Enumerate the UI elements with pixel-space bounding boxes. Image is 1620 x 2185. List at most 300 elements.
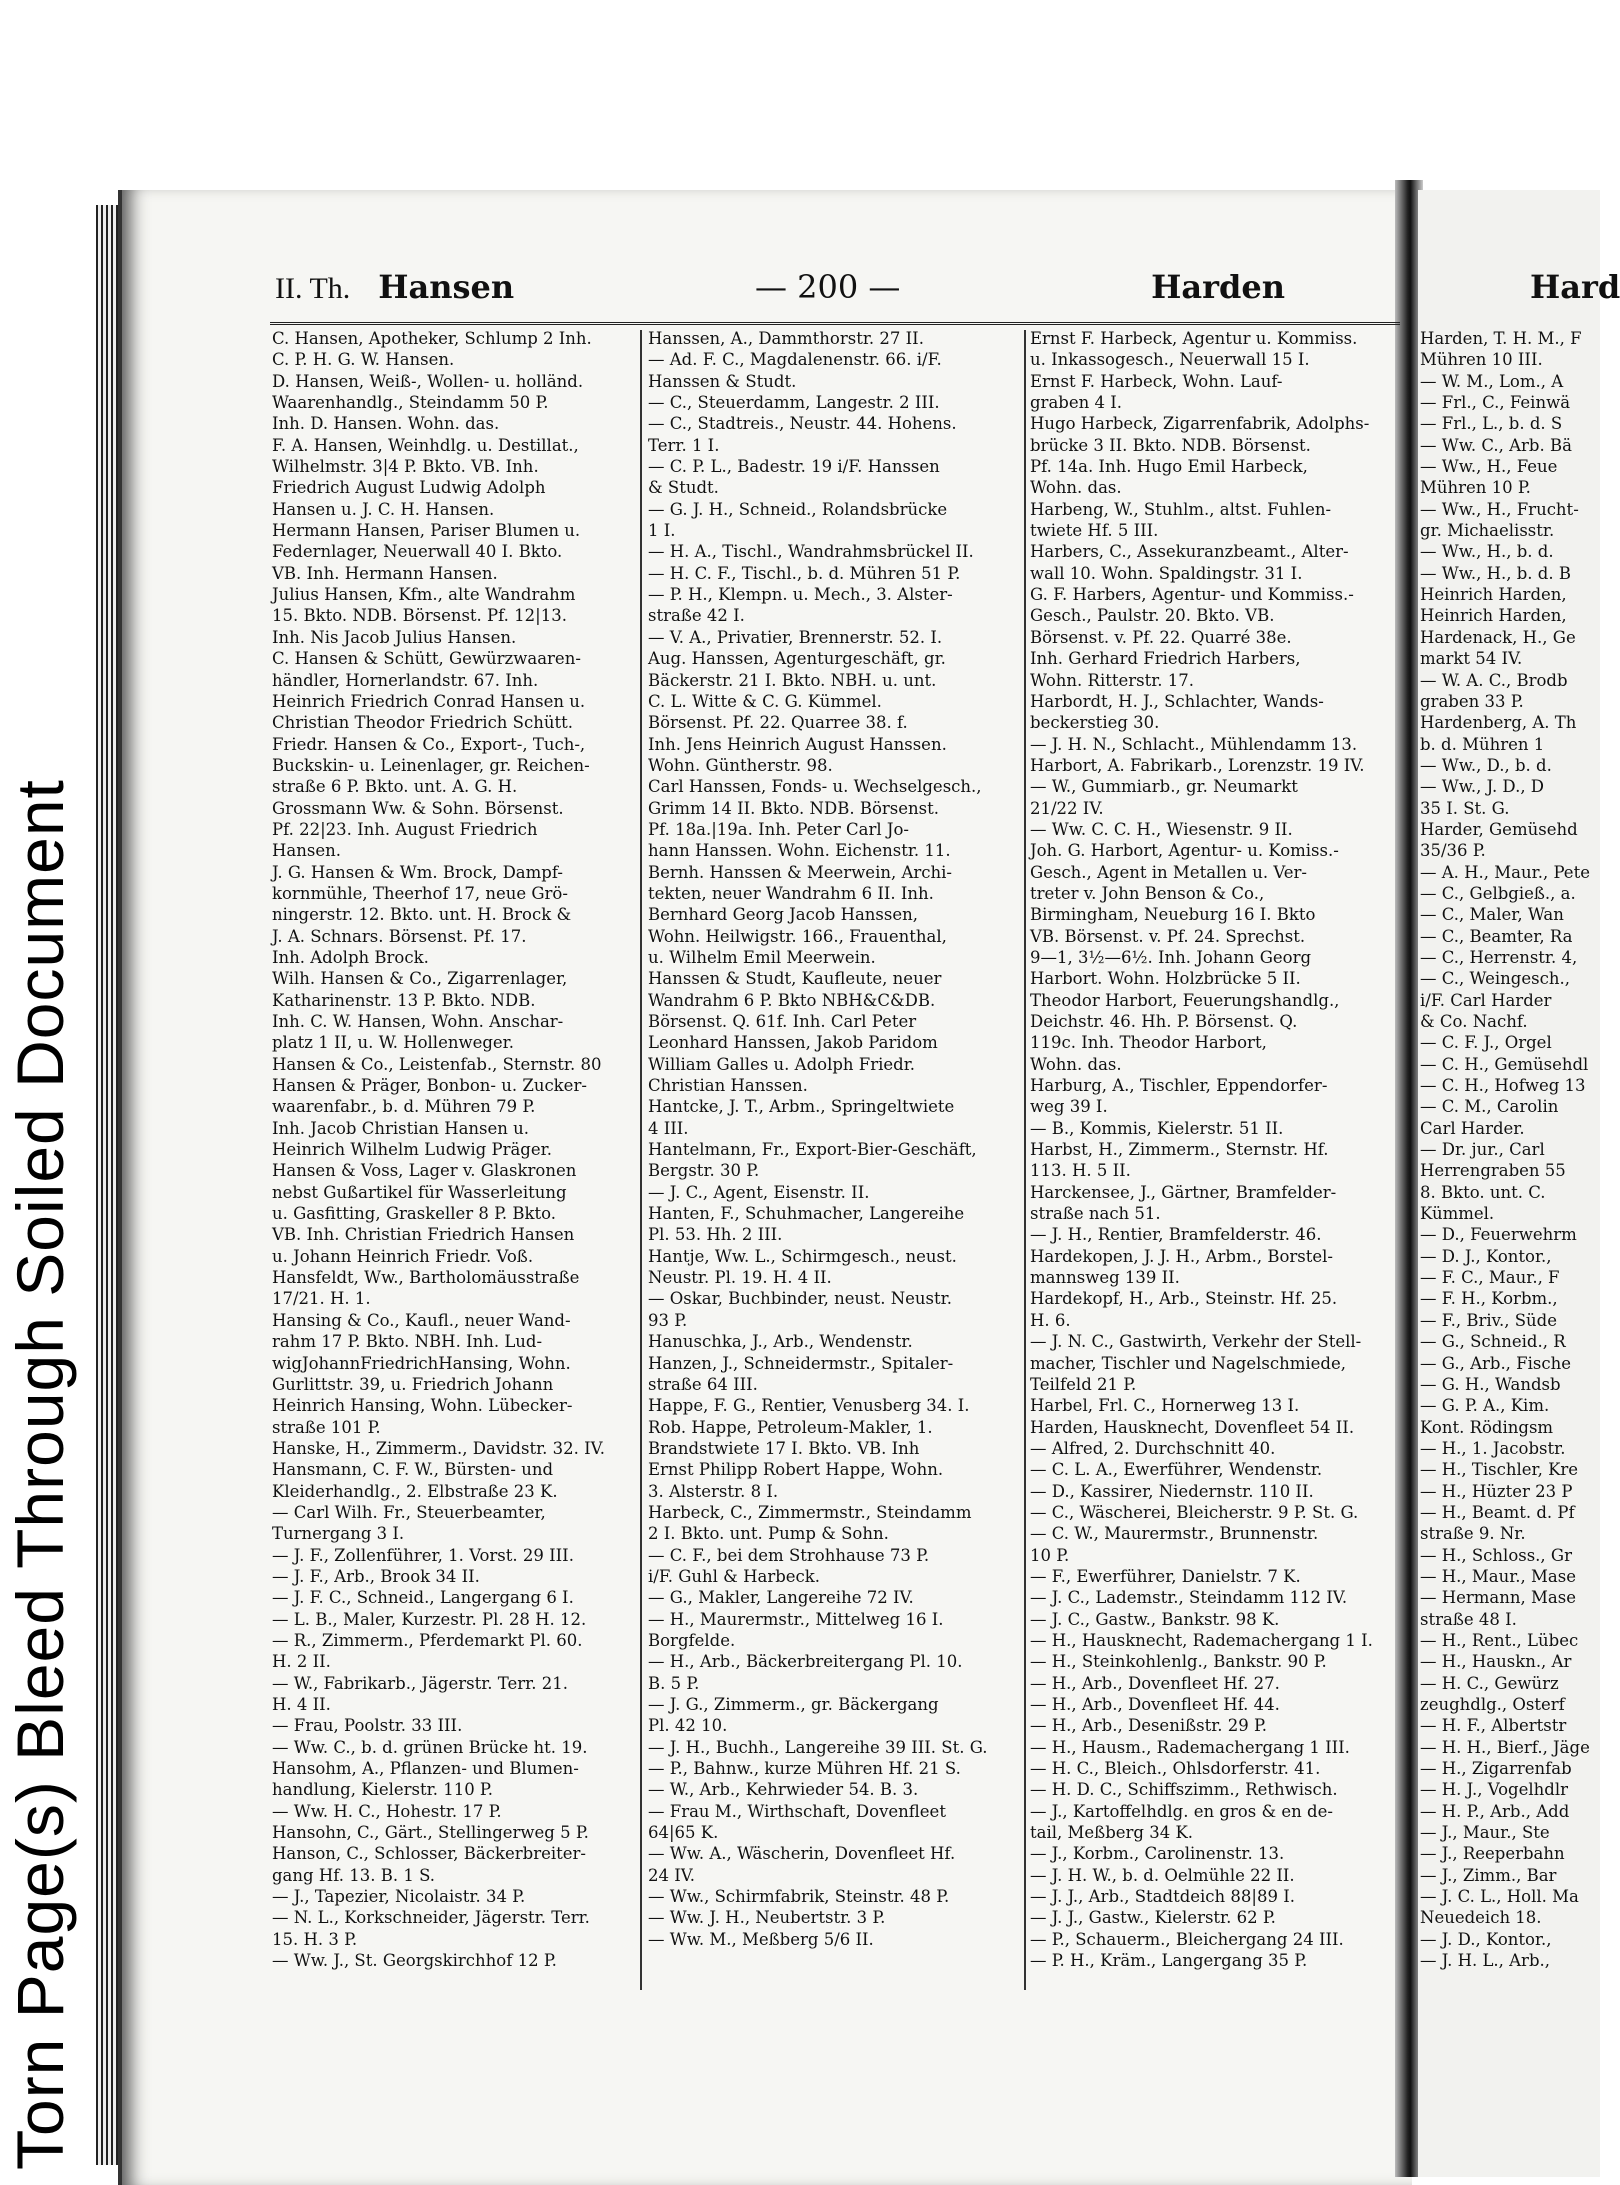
header-left-name: Hansen [378, 268, 515, 306]
directory-line: — Ww. J. H., Neubertstr. 3 P. [648, 1908, 886, 1928]
directory-line: mannsweg 139 II. [1030, 1268, 1180, 1288]
directory-line: 113. H. 5 II. [1030, 1161, 1131, 1181]
directory-line: — H., Rent., Lübec [1420, 1630, 1579, 1650]
directory-line: 17/21. H. 1. [272, 1289, 371, 1309]
directory-line: kornmühle, Theerhof 17, neue Grö- [272, 883, 568, 903]
directory-line: Harden, Hausknecht, Dovenfleet 54 II. [1030, 1417, 1355, 1437]
directory-line: Happe, F. G., Rentier, Venusberg 34. I. [648, 1396, 970, 1416]
directory-line: 93 P. [648, 1310, 688, 1330]
directory-line: nebst Gußartikel für Wasserleitung [272, 1182, 567, 1202]
directory-line: — J. H., Buchh., Langereihe 39 III. St. G. [648, 1737, 988, 1757]
directory-line: Hanten, F., Schuhmacher, Langereihe [648, 1204, 965, 1224]
directory-line: i/F. Carl Harder [1420, 990, 1552, 1010]
directory-line: wall 10. Wohn. Spaldingstr. 31 I. [1030, 563, 1303, 583]
directory-line: — Alfred, 2. Durchschnitt 40. [1030, 1438, 1276, 1458]
directory-line: Hardekopen, J. J. H., Arbm., Borstel- [1030, 1246, 1333, 1266]
directory-line: Mühren 10 III. [1420, 350, 1543, 370]
directory-line: straße 64 III. [648, 1374, 758, 1394]
directory-line: Inh. Adolph Brock. [272, 947, 429, 967]
directory-line: Wohn. das. [1030, 1054, 1122, 1074]
directory-line: Ernst F. Harbeck, Wohn. Lauf- [1030, 371, 1283, 391]
directory-line: — C. M., Carolin [1420, 1097, 1559, 1117]
directory-line: — G. H., Wandsb [1420, 1374, 1561, 1394]
filming-notice-stamp [0, 0, 77, 2177]
directory-line: — J., Tapezier, Nicolaistr. 34 P. [272, 1887, 526, 1907]
directory-line: — L. B., Maler, Kurzestr. Pl. 28 H. 12. [272, 1609, 587, 1629]
header-rule [270, 322, 1400, 325]
directory-line: Neustr. Pl. 19. H. 4 II. [648, 1268, 832, 1288]
directory-line: Birmingham, Neueburg 16 I. Bkto [1030, 905, 1316, 925]
directory-line: — Ww. C. C. H., Wiesenstr. 9 II. [1030, 819, 1293, 839]
directory-line: Kont. Rödingsm [1420, 1417, 1554, 1437]
directory-line: Hanssen & Studt. [648, 371, 797, 391]
directory-line: — J. F. C., Schneid., Langergang 6 I. [272, 1588, 574, 1608]
directory-line: Inh. Jens Heinrich August Hanssen. [648, 734, 947, 754]
directory-line: — J. H., Rentier, Bramfelderstr. 46. [1030, 1225, 1322, 1245]
directory-line: Hansen u. J. C. H. Hansen. [272, 499, 495, 519]
directory-line: G. F. Harbers, Agentur- und Kommiss.- [1030, 585, 1354, 605]
directory-line: ningerstr. 12. Bkto. unt. H. Brock & [272, 905, 572, 925]
directory-line: — B., Kommis, Kielerstr. 51 II. [1030, 1118, 1284, 1138]
directory-line: Hanson, C., Schlosser, Bäckerbreiter- [272, 1844, 586, 1864]
directory-line: Hardenack, H., Ge [1420, 627, 1576, 647]
directory-line: — D., Kassirer, Niedernstr. 110 II. [1030, 1481, 1314, 1501]
directory-line: — Carl Wilh. Fr., Steuerbeamter, [272, 1502, 546, 1522]
directory-line: Hanssen & Studt, Kaufleute, neuer [648, 969, 942, 989]
directory-line: graben 4 I. [1030, 393, 1122, 413]
directory-line: — H., Hauskn., Ar [1420, 1652, 1572, 1672]
directory-line: — H., Hausm., Rademachergang 1 III. [1030, 1737, 1350, 1757]
directory-line: — R., Zimmerm., Pferdemarkt Pl. 60. [272, 1630, 583, 1650]
directory-line: Heinrich Harden, [1420, 606, 1567, 626]
directory-line: — D., Feuerwehrm [1420, 1225, 1577, 1245]
directory-line: — H. H., Bierf., Jäge [1420, 1737, 1590, 1757]
directory-line: Börsenst. Pf. 22. Quarree 38. f. [648, 713, 908, 733]
directory-line: Kümmel. [1420, 1204, 1495, 1224]
directory-line: — C. H., Gemüsehdl [1420, 1054, 1589, 1074]
directory-line: Heinrich Wilhelm Ludwig Präger. [272, 1140, 552, 1160]
directory-line: Gesch., Paulstr. 20. Bkto. VB. [1030, 606, 1275, 626]
directory-line: Harder, Gemüsehd [1420, 819, 1578, 839]
directory-line: — C. F. J., Orgel [1420, 1033, 1552, 1053]
directory-line: — Ww., H., Feue [1420, 457, 1558, 477]
directory-line: Hanuschka, J., Arb., Wendenstr. [648, 1332, 913, 1352]
directory-line: — C., Wäscherei, Bleicherstr. 9 P. St. G. [1030, 1502, 1359, 1522]
directory-line: — C., Stadtreis., Neustr. 44. Hohens. [648, 414, 957, 434]
directory-line: markt 54 IV. [1420, 649, 1523, 669]
directory-line: Hansen & Voss, Lager v. Glaskronen [272, 1161, 577, 1181]
directory-line: Harbers, C., Assekuranzbeamt., Alter- [1030, 542, 1349, 562]
directory-line: B. 5 P. [648, 1673, 700, 1693]
directory-line: Ernst Philipp Robert Happe, Wohn. [648, 1460, 944, 1480]
directory-line: — W. M., Lom., A [1420, 371, 1564, 391]
directory-line: — J. C., Gastw., Bankstr. 98 K. [1030, 1609, 1280, 1629]
directory-line: Theodor Harbort, Feuerungshandlg., [1030, 990, 1340, 1010]
directory-line: Wilhelmstr. 3|4 P. Bkto. VB. Inh. [272, 457, 539, 477]
directory-line: 8. Bkto. unt. C. [1420, 1182, 1546, 1202]
directory-line: Pf. 22|23. Inh. August Friedrich [272, 819, 538, 839]
directory-line: — C., Herrenstr. 4, [1420, 947, 1578, 967]
directory-line: waarenfabr., b. d. Mühren 79 P. [272, 1097, 536, 1117]
directory-line: Börsenst. v. Pf. 22. Quarré 38e. [1030, 627, 1292, 647]
directory-line: Harburg, A., Tischler, Eppendorfer- [1030, 1076, 1328, 1096]
directory-line: Deichstr. 46. Hh. P. Börsenst. Q. [1030, 1012, 1298, 1031]
directory-line: & Studt. [648, 478, 719, 498]
directory-line: Heinrich Hansing, Wohn. Lübecker- [272, 1396, 573, 1416]
directory-line: — H. D. C., Schiffszimm., Rethwisch. [1030, 1780, 1338, 1800]
directory-line: brücke 3 II. Bkto. NDB. Börsenst. [1030, 435, 1311, 455]
directory-line: — W., Arb., Kehrwieder 54. B. 3. [648, 1780, 919, 1800]
directory-line: Turnergang 3 I. [272, 1524, 405, 1544]
filming-notice-text: Torn Page(s) Bleed Through Soiled Document [3, 779, 77, 2170]
directory-line: Aug. Hanssen, Agenturgeschäft, gr. [648, 649, 946, 669]
directory-line: tail, Meßberg 34 K. [1030, 1823, 1194, 1843]
header-volume [275, 268, 514, 306]
directory-line: — H., Tischler, Kre [1420, 1460, 1579, 1480]
directory-line: J. G. Hansen & Wm. Brock, Dampf- [272, 862, 563, 882]
directory-line: straße 48 I. [1420, 1609, 1517, 1629]
directory-line: — C. L. A., Ewerführer, Wendenstr. [1030, 1460, 1323, 1480]
directory-line: Harbst, H., Zimmerm., Sternstr. Hf. [1030, 1140, 1329, 1160]
directory-line: H. 4 II. [272, 1695, 331, 1714]
directory-line: 15. H. 3 P. [272, 1929, 358, 1949]
directory-line: — C. H., Hofweg 13 [1420, 1076, 1586, 1096]
directory-line: Christian Theodor Friedrich Schütt. [272, 713, 573, 733]
directory-line: Joh. G. Harbort, Agentur- u. Komiss.- [1030, 841, 1339, 861]
directory-line: 24 IV. [648, 1865, 696, 1885]
directory-line: Pf. 18a.|19a. Inh. Peter Carl Jo- [648, 819, 909, 839]
directory-line: Harbeck, C., Zimmermstr., Steindamm [648, 1502, 972, 1522]
directory-line: Hanske, H., Zimmerm., Davidstr. 32. IV. [272, 1438, 605, 1458]
directory-line: — Ww., H., b. d. [1420, 542, 1554, 562]
directory-line: Inh. Jacob Christian Hansen u. [272, 1118, 530, 1138]
directory-line: straße 42 I. [648, 606, 745, 626]
directory-line: Hanzen, J., Schneidermstr., Spitaler- [648, 1353, 954, 1373]
directory-line: — J. J., Arb., Stadtdeich 88|89 I. [1030, 1887, 1295, 1907]
directory-line: — J., Korbm., Carolinenstr. 13. [1030, 1844, 1285, 1864]
directory-line: — Ww. J., St. Georgskirchhof 12 P. [272, 1951, 557, 1971]
directory-line: — H., Steinkohlenlg., Bankstr. 90 P. [1030, 1652, 1327, 1672]
directory-line: — G. P. A., Kim. [1420, 1396, 1550, 1416]
directory-line: i/F. Guhl & Harbeck. [648, 1566, 821, 1586]
directory-line: Harbeng, W., Stuhlm., altst. Fuhlen- [1030, 499, 1332, 519]
directory-line: Carl Hanssen, Fonds- u. Wechselgesch., [648, 777, 982, 797]
directory-line: Hermann Hansen, Pariser Blumen u. [272, 521, 581, 541]
directory-line: — H. C. F., Tischl., b. d. Mühren 51 P. [648, 563, 961, 583]
directory-line: — Ww. H. C., Hohestr. 17 P. [272, 1801, 502, 1821]
directory-line: Pl. 42 10. [648, 1716, 728, 1736]
directory-line: — J. J., Gastw., Kielerstr. 62 P. [1030, 1908, 1276, 1928]
directory-line: 2 I. Bkto. unt. Pump & Sohn. [648, 1524, 889, 1544]
directory-line: Waarenhandlg., Steindamm 50 P. [272, 393, 549, 413]
directory-line: — J. N. C., Gastwirth, Verkehr der Stell- [1030, 1332, 1362, 1352]
column-divider-2 [1024, 330, 1026, 1990]
directory-line: platz 1 II, u. W. Hollenweger. [272, 1033, 514, 1053]
directory-line: Hantelmann, Fr., Export-Bier-Geschäft, [648, 1140, 977, 1160]
directory-line: Brandstwiete 17 I. Bkto. VB. Inh [648, 1438, 920, 1458]
directory-line: — H., Arb., Dovenfleet Hf. 44. [1030, 1695, 1280, 1714]
directory-line: — J. D., Kontor., [1420, 1929, 1552, 1949]
directory-line: — C., Steuerdamm, Langestr. 2 III. [648, 393, 940, 413]
directory-line: C. L. Witte & C. G. Kümmel. [648, 691, 882, 711]
next-page-header: Hard [1530, 268, 1620, 306]
directory-line: Heinrich Harden, [1420, 585, 1567, 605]
directory-line: straße 9. Nr. [1420, 1524, 1526, 1544]
directory-line: — H. C., Gewürz [1420, 1673, 1559, 1693]
directory-line: Federnlager, Neuerwall 40 I. Bkto. [272, 542, 563, 562]
directory-line: Harbordt, H. J., Schlachter, Wands- [1030, 691, 1324, 711]
directory-line: — Ww. C., Arb. Bä [1420, 435, 1572, 455]
directory-line: — H. C., Bleich., Ohlsdorferstr. 41. [1030, 1759, 1321, 1779]
directory-line: — Frau, Poolstr. 33 III. [272, 1716, 463, 1736]
directory-line: — Ww. C., b. d. grünen Brücke ht. 19. [272, 1737, 588, 1757]
directory-line: macher, Tischler und Nagelschmiede, [1030, 1353, 1347, 1373]
directory-line: Carl Harder. [1420, 1118, 1525, 1138]
directory-line: VB. Inh. Christian Friedrich Hansen [272, 1225, 575, 1245]
directory-line: Neuedeich 18. [1420, 1908, 1542, 1928]
directory-line: — Frau M., Wirthschaft, Dovenfleet [648, 1801, 946, 1821]
directory-line: — J. C. L., Holl. Ma [1420, 1887, 1579, 1907]
directory-line: Buckskin- u. Leinenlager, gr. Reichen- [272, 755, 590, 775]
directory-line: — C. P. L., Badestr. 19 i/F. Hanssen [648, 457, 940, 477]
directory-line: treter v. John Benson & Co., [1030, 883, 1265, 903]
directory-line: gr. Michaelisstr. [1420, 521, 1555, 541]
directory-line: Friedr. Hansen & Co., Export-, Tuch-, [272, 734, 586, 754]
directory-line: gang Hf. 13. B. 1 S. [272, 1865, 436, 1885]
directory-line: — D. J., Kontor., [1420, 1246, 1552, 1266]
directory-line: Heinrich Friedrich Conrad Hansen u. [272, 691, 586, 711]
directory-line: Gesch., Agent in Metallen u. Ver- [1030, 862, 1307, 882]
directory-line: Harbort. Wohn. Holzbrücke 5 II. [1030, 969, 1301, 989]
directory-line: Christian Hanssen. [648, 1076, 808, 1096]
directory-line: Hansen & Co., Leistenfab., Sternstr. 80 [272, 1054, 602, 1074]
directory-line: F. A. Hansen, Weinhdlg. u. Destillat., [272, 435, 579, 455]
directory-line: b. d. Mühren 1 [1420, 734, 1545, 754]
directory-line: Pl. 53. Hh. 2 III. [648, 1225, 783, 1245]
directory-line: twiete Hf. 5 III. [1030, 521, 1159, 541]
directory-line: — J., Reeperbahn [1420, 1844, 1565, 1864]
directory-line: C. P. H. G. W. Hansen. [272, 350, 455, 370]
directory-line: Harbort, A. Fabrikarb., Lorenzstr. 19 IV. [1030, 755, 1365, 775]
directory-line: — Ad. F. C., Magdalenenstr. 66. i/F. [648, 350, 942, 370]
directory-line: Harckensee, J., Gärtner, Bramfelder- [1030, 1182, 1337, 1202]
directory-line: — J. F., Arb., Brook 34 II. [272, 1566, 480, 1586]
directory-line: 1 I. [648, 521, 676, 541]
directory-line: — Ww., H., Frucht- [1420, 499, 1579, 519]
directory-line: — Hermann, Mase [1420, 1588, 1576, 1608]
directory-line: Bernh. Hanssen & Meerwein, Archi- [648, 862, 952, 882]
directory-line: — F., Ewerführer, Danielstr. 7 K. [1030, 1566, 1301, 1586]
directory-line: 3. Alsterstr. 8 I. [648, 1481, 779, 1501]
directory-line: — J. C., Lademstr., Steindamm 112 IV. [1030, 1588, 1348, 1608]
directory-line: — H., Arb., Bäckerbreitergang Pl. 10. [648, 1652, 963, 1672]
directory-line: Wohn. Güntherstr. 98. [648, 755, 833, 775]
directory-line: — Ww. A., Wäscherin, Dovenfleet Hf. [648, 1844, 956, 1864]
directory-line: straße 6 P. Bkto. unt. A. G. H. [272, 777, 518, 797]
directory-line: Hansfeldt, Ww., Bartholomäusstraße [272, 1268, 580, 1288]
directory-line: u. Inkassogesch., Neuerwall 15 I. [1030, 350, 1310, 370]
directory-line: Inh. Nis Jacob Julius Hansen. [272, 627, 517, 647]
directory-line: rahm 17 P. Bkto. NBH. Inh. Lud- [272, 1332, 543, 1352]
directory-line: — H., Maurermstr., Mittelweg 16 I. [648, 1609, 944, 1629]
directory-line: — H. P., Arb., Add [1420, 1801, 1570, 1821]
directory-line: & Co. Nachf. [1420, 1012, 1528, 1031]
directory-line: Hansohn, C., Gärt., Stellingerweg 5 P. [272, 1823, 589, 1843]
directory-line: Katharinenstr. 13 P. Bkto. NDB. [272, 990, 536, 1010]
directory-line: Mühren 10 P. [1420, 478, 1531, 498]
directory-line: graben 33 P. [1420, 691, 1524, 711]
directory-line: beckerstieg 30. [1030, 713, 1160, 733]
directory-line: — H., Hausknecht, Rademachergang 1 I. [1030, 1630, 1373, 1650]
directory-line: wigJohannFriedrichHansing, Wohn. [272, 1353, 571, 1373]
directory-line: Grossmann Ww. & Sohn. Börsenst. [272, 798, 564, 818]
directory-line: straße nach 51. [1030, 1204, 1161, 1224]
directory-line: — H. J., Vogelhdlr [1420, 1780, 1568, 1800]
directory-line: Friedrich August Ludwig Adolph [272, 478, 546, 498]
directory-line: Julius Hansen, Kfm., alte Wandrahm [272, 585, 576, 605]
directory-line: — J., Maur., Ste [1420, 1823, 1550, 1843]
directory-line: D. Hansen, Weiß-, Wollen- u. holländ. [272, 371, 584, 391]
directory-line: u. Gasfitting, Graskeller 8 P. Bkto. [272, 1204, 557, 1224]
directory-line: Pf. 14a. Inh. Hugo Emil Harbeck, [1030, 457, 1308, 477]
column-2 [648, 328, 1020, 1950]
directory-line: — H., Maur., Mase [1420, 1566, 1577, 1586]
directory-line: 15. Bkto. NDB. Börsenst. Pf. 12|13. [272, 606, 567, 626]
directory-line: — P. H., Klempn. u. Mech., 3. Alster- [648, 585, 953, 605]
directory-line: Borgfelde. [648, 1630, 736, 1650]
directory-line: — J., Kartoffelhdlg. en gros & en de- [1030, 1801, 1333, 1821]
directory-line: 9—1, 3½—6½. Inh. Johann Georg [1030, 947, 1312, 967]
directory-line: — J. G., Zimmerm., gr. Bäckergang [648, 1695, 939, 1714]
directory-line: Hansmann, C. F. W., Bürsten- und [272, 1460, 554, 1480]
directory-line: Grimm 14 II. Bkto. NDB. Börsenst. [648, 798, 939, 818]
directory-line: VB. Börsenst. v. Pf. 24. Sprechst. [1030, 926, 1306, 946]
directory-line: — J. F., Zollenführer, 1. Vorst. 29 III. [272, 1545, 574, 1565]
directory-line: — G., Makler, Langereihe 72 IV. [648, 1588, 914, 1608]
header-right-name: Harden [1151, 268, 1285, 306]
directory-line: u. Wilhelm Emil Meerwein. [648, 947, 876, 967]
directory-line: — W., Gummiarb., gr. Neumarkt [1030, 777, 1298, 797]
directory-line: Börsenst. Q. 61f. Inh. Carl Peter [648, 1012, 917, 1031]
directory-line: Gurlittstr. 39, u. Friedrich Johann [272, 1374, 554, 1394]
directory-line: Hardenberg, A. Th [1420, 713, 1577, 733]
directory-line: — Ww., Schirmfabrik, Steinstr. 48 P. [648, 1887, 950, 1907]
directory-line: Hantje, Ww. L., Schirmgesch., neust. [648, 1246, 957, 1266]
directory-line: Leonhard Hanssen, Jakob Paridom [648, 1033, 938, 1053]
directory-line: Hantcke, J. T., Arbm., Springeltwiete [648, 1097, 955, 1117]
directory-line: Ernst F. Harbeck, Agentur u. Kommiss. [1030, 329, 1358, 348]
directory-line: Hansing & Co., Kaufl., neuer Wand- [272, 1310, 571, 1330]
column-1 [272, 328, 634, 1971]
directory-line: Hardekopf, H., Arb., Steinstr. Hf. 25. [1030, 1289, 1338, 1309]
directory-line: — Ww., J. D., D [1420, 777, 1545, 797]
directory-line: — F. C., Maur., F [1420, 1268, 1560, 1288]
directory-line: Rob. Happe, Petroleum-Makler, 1. [648, 1417, 933, 1437]
directory-line: hann Hanssen. Wohn. Eichenstr. 11. [648, 841, 951, 861]
directory-line: 10 P. [1030, 1545, 1070, 1565]
directory-line: — Frl., L., b. d. S [1420, 414, 1563, 434]
directory-line: — J. C., Agent, Eisenstr. II. [648, 1182, 870, 1202]
directory-line: Teilfeld 21 P. [1030, 1374, 1137, 1394]
directory-line: — G., Schneid., R [1420, 1332, 1566, 1352]
directory-line: — C. F., bei dem Strohhause 73 P. [648, 1545, 930, 1565]
directory-line: — H., Beamt. d. Pf [1420, 1502, 1575, 1522]
directory-line: Wilh. Hansen & Co., Zigarrenlager, [272, 969, 568, 989]
directory-line: Hugo Harbeck, Zigarrenfabrik, Adolphs- [1030, 414, 1370, 434]
directory-line: H. 6. [1030, 1310, 1071, 1330]
directory-line: — Ww., D., b. d. [1420, 755, 1552, 775]
directory-line: Hanssen, A., Dammthorstr. 27 II. [648, 329, 924, 348]
directory-line: — H. F., Albertstr [1420, 1716, 1567, 1736]
directory-line: Terr. 1 I. [648, 435, 720, 455]
directory-line: — Frl., C., Feinwä [1420, 393, 1571, 413]
directory-line: Hansen. [272, 841, 341, 861]
directory-line: — J. H. L., Arb., [1420, 1951, 1550, 1971]
directory-line: Inh. C. W. Hansen, Wohn. Anschar- [272, 1012, 564, 1031]
directory-line: — P., Schauerm., Bleichergang 24 III. [1030, 1929, 1344, 1949]
directory-line: — F., Briv., Süde [1420, 1310, 1558, 1330]
directory-line: VB. Inh. Hermann Hansen. [272, 563, 498, 583]
directory-line: — V. A., Privatier, Brennerstr. 52. I. [648, 627, 943, 647]
directory-line: 21/22 IV. [1030, 798, 1104, 818]
directory-line: — J., Zimm., Bar [1420, 1865, 1557, 1885]
directory-line: — J. H. N., Schlacht., Mühlendamm 13. [1030, 734, 1358, 754]
directory-line: — Ww. M., Meßberg 5/6 II. [648, 1929, 874, 1949]
directory-line: — H., 1. Jacobstr. [1420, 1438, 1566, 1458]
directory-line: — P., Bahnw., kurze Mühren Hf. 21 S. [648, 1759, 961, 1779]
directory-line: — Oskar, Buchbinder, neust. Neustr. [648, 1289, 952, 1309]
directory-line: J. A. Schnars. Börsenst. Pf. 17. [272, 926, 527, 946]
directory-line: straße 101 P. [272, 1417, 381, 1437]
directory-line: C. Hansen, Apotheker, Schlump 2 Inh. [272, 329, 592, 348]
directory-line: — H., Hüzter 23 P [1420, 1481, 1573, 1501]
directory-line: — W., Fabrikarb., Jägerstr. Terr. 21. [272, 1673, 568, 1693]
directory-line: Bergstr. 30 P. [648, 1161, 760, 1181]
directory-line: Hansen & Präger, Bonbon- u. Zucker- [272, 1076, 587, 1096]
directory-line: u. Johann Heinrich Friedr. Voß. [272, 1246, 534, 1266]
directory-line: Wohn. Ritterstr. 17. [1030, 670, 1195, 690]
directory-line: — Ww., H., b. d. B [1420, 563, 1571, 583]
directory-line: — W. A. C., Brodb [1420, 670, 1568, 690]
directory-line: zeughdlg., Osterf [1420, 1695, 1565, 1714]
directory-line: — H. A., Tischl., Wandrahmsbrückel II. [648, 542, 974, 562]
directory-line: — H., Arb., Desenißstr. 29 P. [1030, 1716, 1268, 1736]
directory-line: 4 III. [648, 1118, 689, 1138]
directory-line: handlung, Kielerstr. 110 P. [272, 1780, 493, 1800]
directory-line: — N. L., Korkschneider, Jägerstr. Terr. [272, 1908, 590, 1928]
directory-line: tekten, neuer Wandrahm 6 II. Inh. [648, 883, 934, 903]
directory-line: Wohn. das. [1030, 478, 1122, 498]
directory-line: 35 I. St. G. [1420, 798, 1510, 818]
directory-line: — H., Zigarrenfab [1420, 1759, 1572, 1779]
directory-line: Inh. D. Hansen. Wohn. das. [272, 414, 500, 434]
directory-line: — J. H. W., b. d. Oelmühle 22 II. [1030, 1865, 1295, 1885]
directory-line: — C., Beamter, Ra [1420, 926, 1573, 946]
column-3 [1030, 328, 1396, 1971]
directory-line: 119c. Inh. Theodor Harbort, [1030, 1033, 1267, 1053]
directory-line: — Dr. jur., Carl [1420, 1140, 1545, 1160]
directory-line: 64|65 K. [648, 1823, 719, 1843]
directory-line: Wandrahm 6 P. Bkto NBH&C&DB. [648, 990, 936, 1010]
directory-line: William Galles u. Adolph Friedr. [648, 1054, 916, 1074]
directory-line: Bernhard Georg Jacob Hanssen, [648, 905, 918, 925]
directory-line: — G. J. H., Schneid., Rolandsbrücke [648, 499, 948, 519]
directory-line: — F. H., Korbm., [1420, 1289, 1558, 1309]
directory-line: H. 2 II. [272, 1652, 331, 1672]
directory-line: C. Hansen & Schütt, Gewürzwaaren- [272, 649, 581, 669]
directory-line: Bäckerstr. 21 I. Bkto. NBH. u. unt. [648, 670, 937, 690]
directory-line: — H., Arb., Dovenfleet Hf. 27. [1030, 1673, 1280, 1693]
